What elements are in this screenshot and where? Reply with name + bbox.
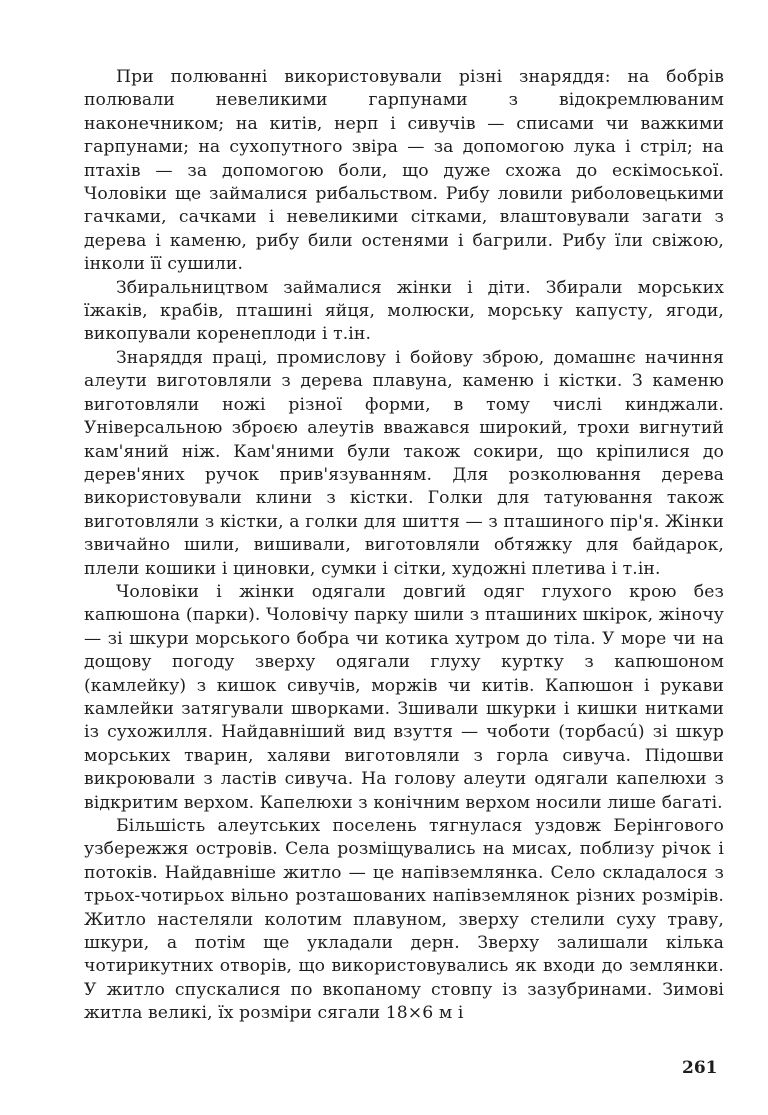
- paragraph-hunting: При полюванні використовували різні знаряддя: на бобрів полювали невеликими гарпунами з відокремлюваним наконечником; на китів, нерп і сивучів — списами чи важкими гарпунами; на сухопутного звіра — за допомогою лука і стріл; на птахів — за допомогою боли, що дуже схожа до ескімоської. Чоловіки ще займалися рибальством. Рибу ловили риболовецькими гачками, сачками і невеликими сітками, влаштовували загати з дерева і каменю, рибу били остенями і багрили. Рибу їли свіжою, інколи її сушили.: [84, 67, 724, 275]
- paragraph-gathering: Збиральництвом займалися жінки і діти. Збирали морських їжаків, крабів, пташині яйця, молюски, морську капусту, ягоди, викопували коренеплоди і т.ін.: [84, 277, 724, 345]
- page-number: 261: [682, 1058, 718, 1078]
- paragraph-settlements: Більшість алеутських поселень тягнулася уздовж Берінгового узбережжя островів. Села розміщувались на мисах, поблизу річок і потоків. Найдавніше житло — це напівземлянка. Село складалося з трьох-чотирьох вільно розташованих напівземлянок різних розмірів. Житло настеляли колотим плавуном, зверху стелили суху траву, шкури, а потім ще укладали дерн. Зверху залишали кілька чотирикутних отворів, що використовувались як входи до землянки. У житло спускалися по вкопаному стовпу із зазубринами. Зимові житла великі, їх розміри сягали 18×6 м і: [84, 816, 724, 1024]
- body-text: [84, 66, 724, 1026]
- paragraph-clothing: Чоловіки і жінки одягали довгий одяг глухого крою без капюшона (парки). Чоловічу парку шили з пташиних шкірок, жіночу — зі шкури морського бобра чи котика хутром до тіла. У море чи на дощову погоду зверху одягали глуху куртку з капюшоном (камлейку) з кишок сивучів, моржів чи китів. Капюшон і рукави камлейки затягували шворками. Зшивали шкурки і кишки нитками із сухожилля. Найдавніший вид взуття — чоботи (торбасú) зі шкур морських тварин, халяви виготовляли з горла сивуча. Підошви викроювали з ластів сивуча. На голову алеути одягали капелюхи з відкритим верхом. Капелюхи з конічним верхом носили лише багаті.: [84, 581, 724, 813]
- paragraph-tools: Знаряддя праці, промислову і бойову зброю, домашнє начиння алеути виготовляли з дерева плавуна, каменю і кістки. З каменю виготовляли ножі різної форми, в тому числі кинджали. Універсальною зброєю алеутів вважався широкий, трохи вигнутий кам'яний ніж. Кам'яними були також сокири, що кріпилися до дерев'яних ручок прив'язуванням. Для розколювання дерева використовували клини з кістки. Голки для татуювання також виготовляли з кістки, а голки для шиття — з пташиного пір'я. Жінки звичайно шили, вишивали, виготовляли обтяжку для байдарок, плели кошики і циновки, сумки і сітки, художні плетива і т.ін.: [84, 347, 724, 579]
